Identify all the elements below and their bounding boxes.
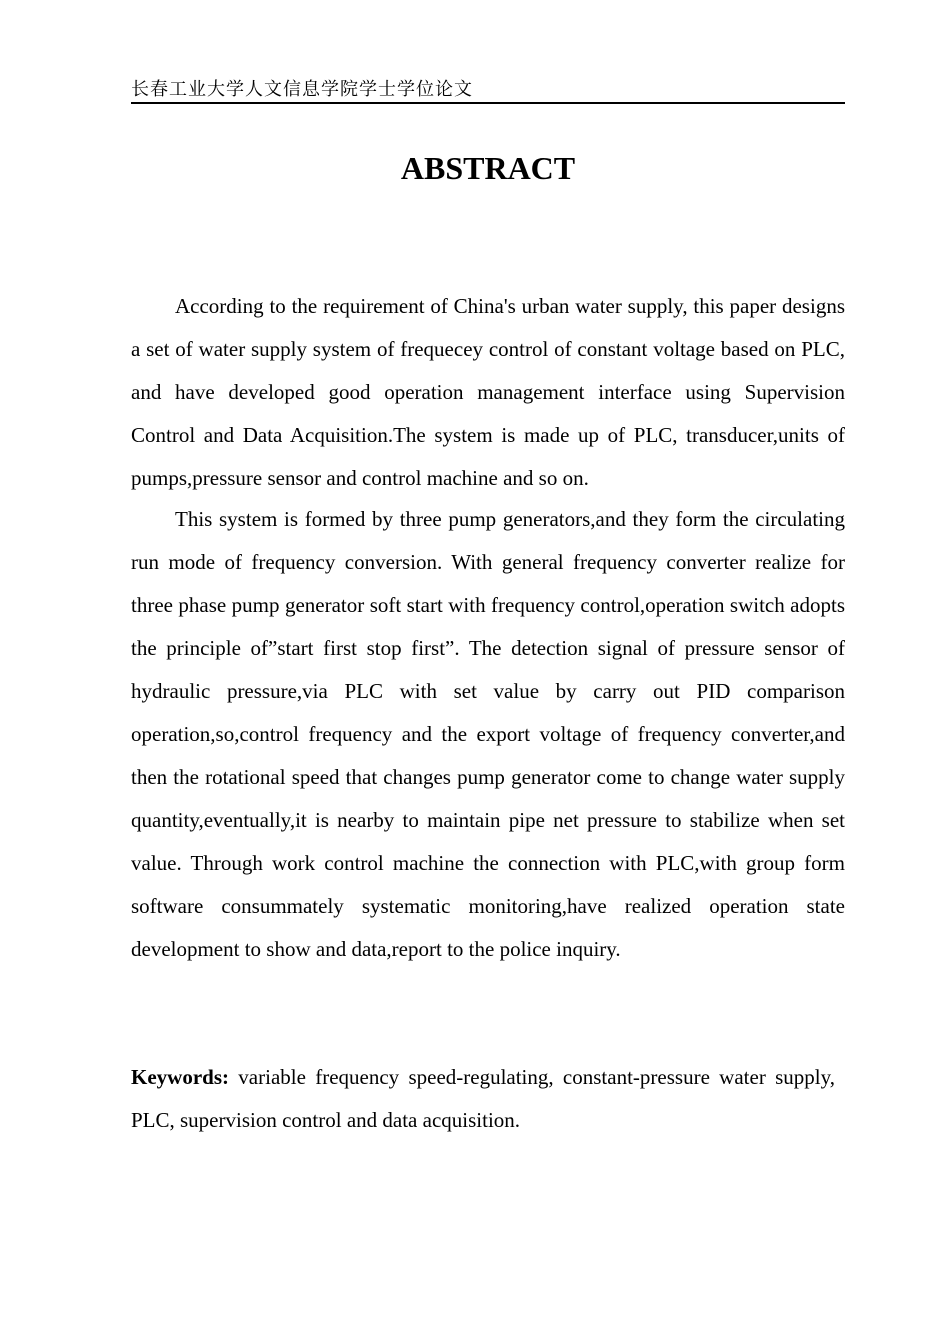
- keywords: [131, 1056, 835, 1142]
- abstract-paragraph-1: According to the requirement of China's urban water supply, this paper designs a set of water supply system of frequecey control of constant voltage based on PLC, and have developed good operation management interface using Supervision Control and Data Acquisition.The system is made up of PLC, transducer,units of pumps,pressure sensor and control machine and so on.: [131, 294, 845, 490]
- page-header: [131, 78, 845, 104]
- abstract-body: [131, 285, 845, 971]
- header-title: 长春工业大学人文信息学院学士学位论文: [131, 79, 473, 100]
- keywords-label: Keywords:: [131, 1065, 229, 1089]
- keywords-text: variable frequency speed-regulating, constant-pressure water supply, PLC, supervision control and data acquisition.: [131, 1065, 835, 1132]
- abstract-paragraph-2: This system is formed by three pump generators,and they form the circulating run mode of frequency conversion. With general frequency converter realize for three phase pump generator soft start with frequency control,operation switch adopts the principle of”start first stop first”. The detection signal of pressure sensor of hydraulic pressure,via PLC with set value by carry out PID comparison operation,so,control frequency and the export voltage of frequency converter,and then the rotational speed that changes pump generator come to change water supply quantity,eventually,it is nearby to maintain pipe net pressure to stabilize when set value. Through work control machine the connection with PLC,with group form software consummately systematic monitoring,have realized operation state development to show and data,report to the police inquiry.: [131, 507, 845, 961]
- abstract-title: ABSTRACT: [400, 150, 576, 186]
